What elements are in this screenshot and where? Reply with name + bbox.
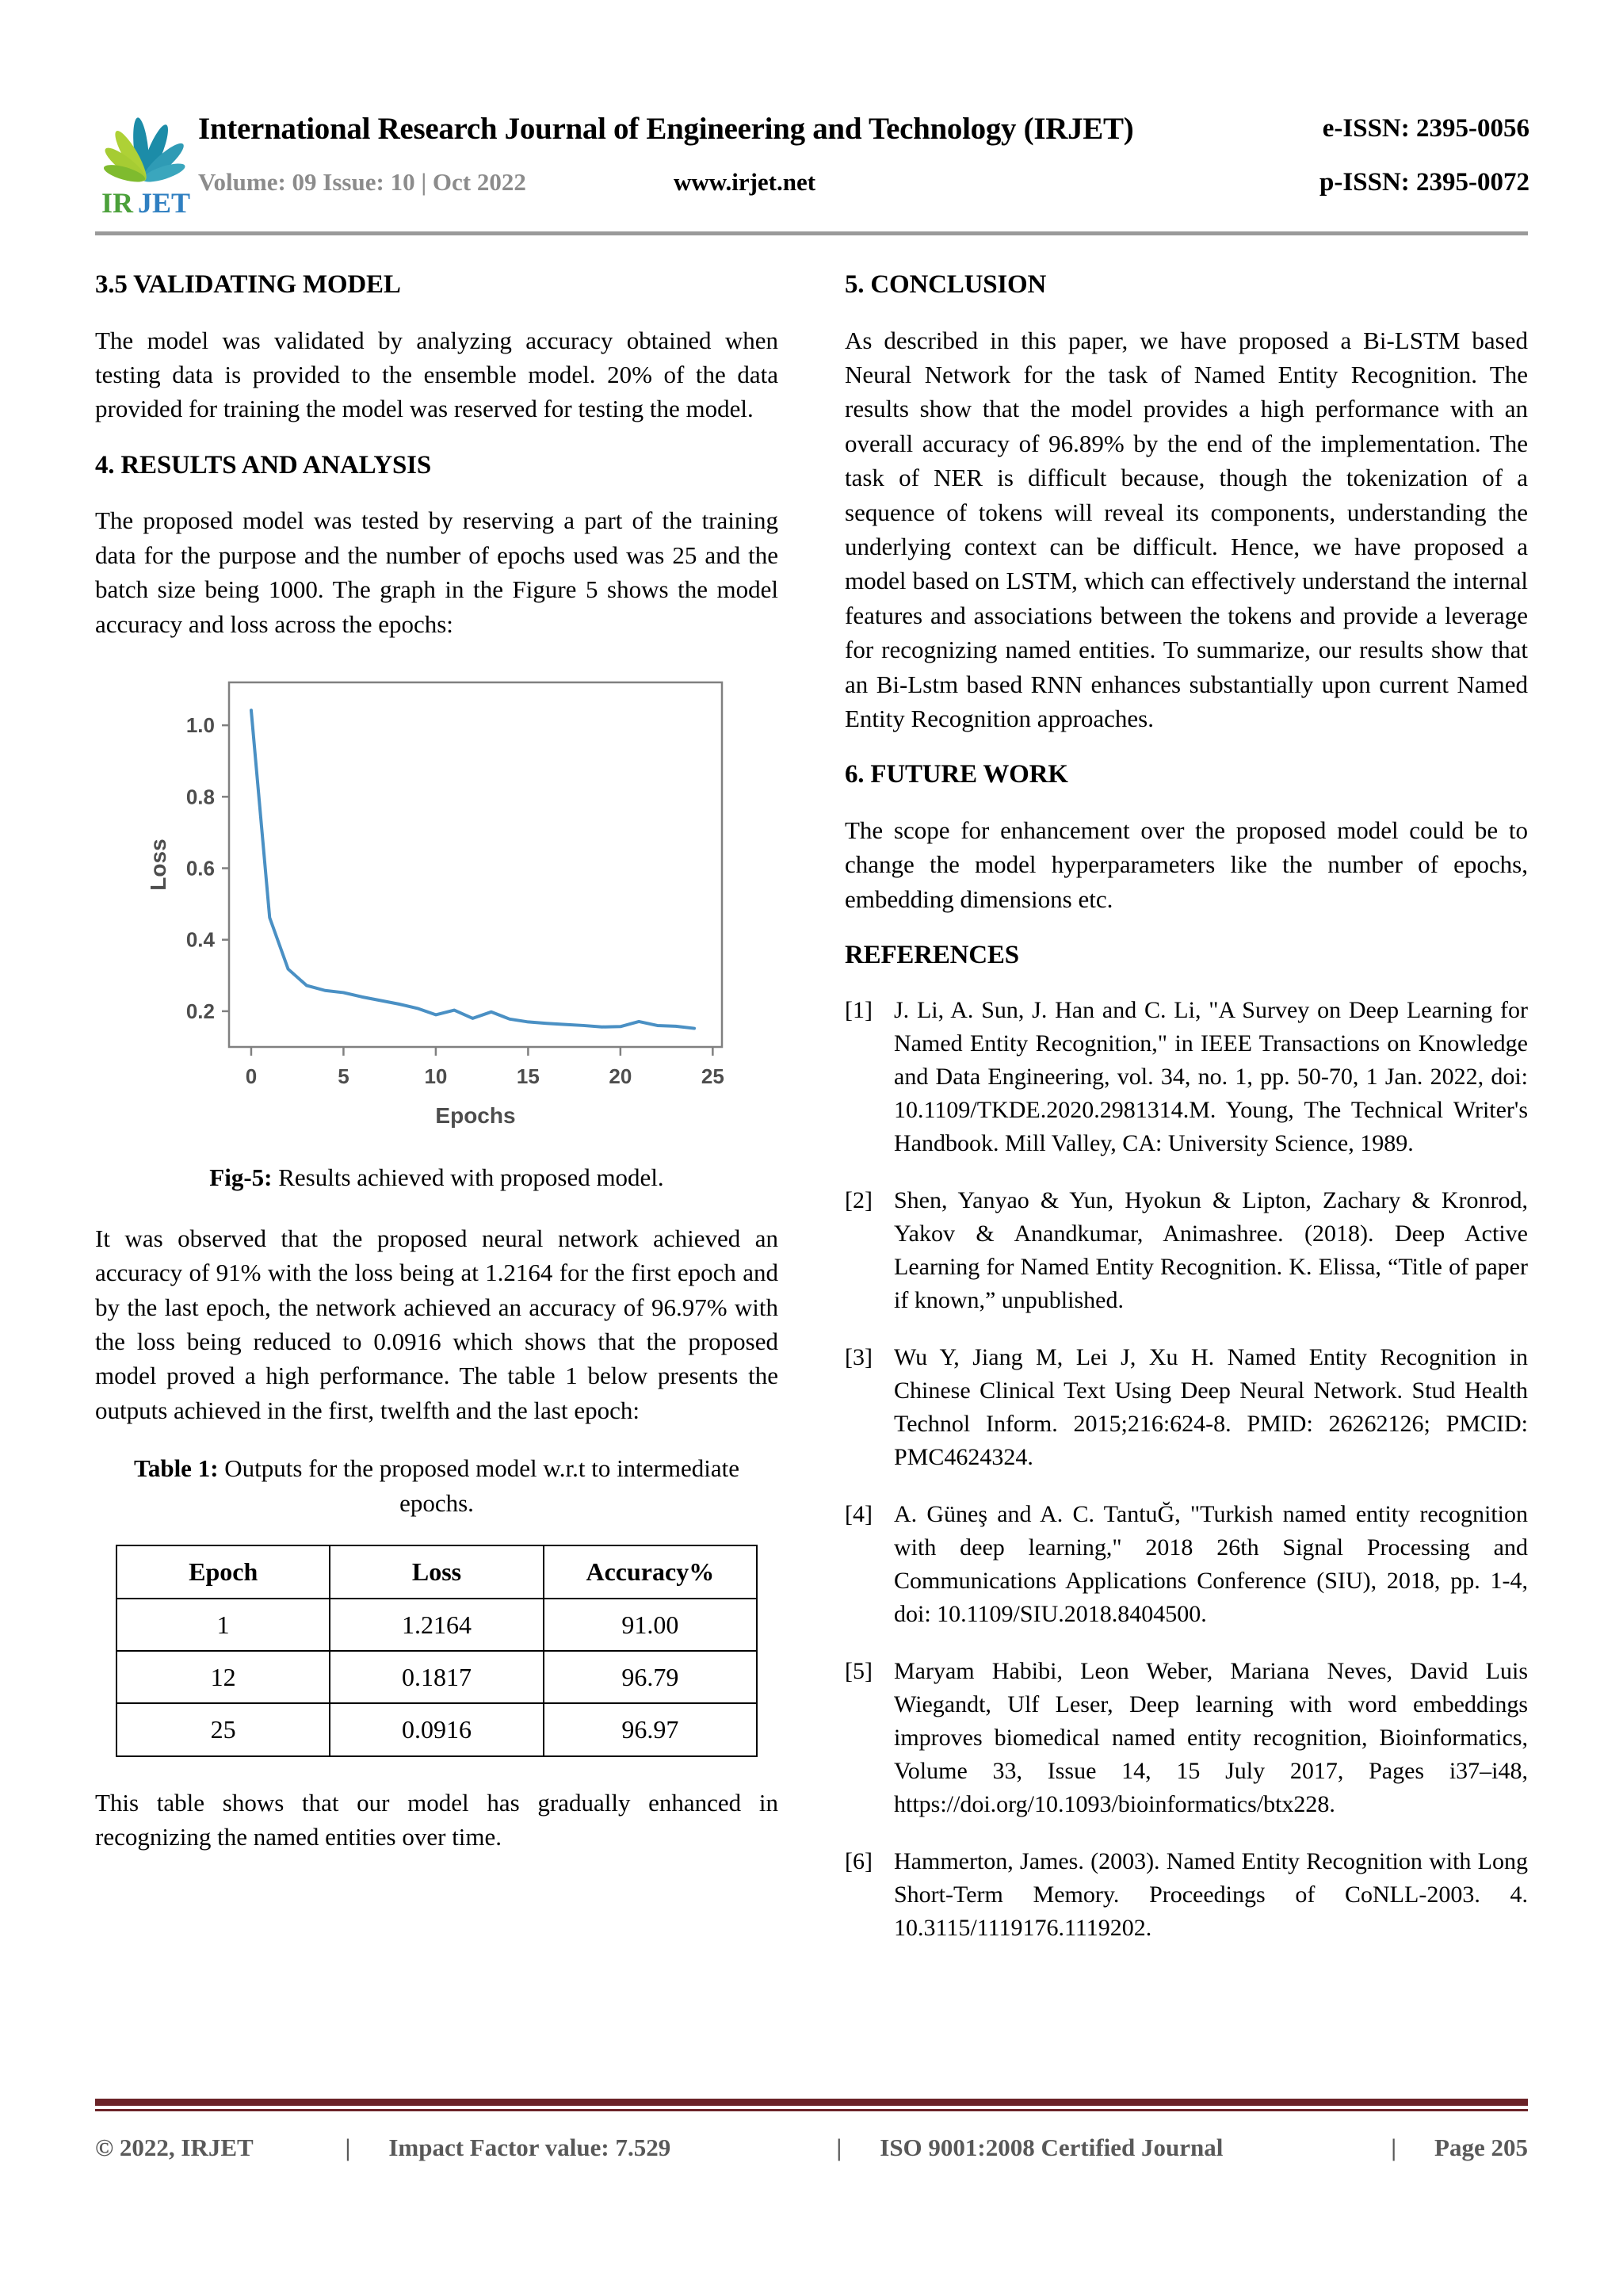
- reference-number: [2]: [845, 1186, 873, 1213]
- footer-certification: ISO 9001:2008 Certified Journal: [880, 2134, 1224, 2161]
- paragraph-conclusion: As described in this paper, we have proposed a Bi-LSTM based Neural Network for the task of Named Entity Recognition. The results show that the model provides a high performance with an overall accuracy of 96.89% by the end of the implementation. The task of NER is difficult because, though the tokenization of a sequence of tokens will reveal its components, understanding the underlying context can be difficult. Hence, we have proposed a model based on LSTM, which can effectively understand the internal features and associations between the tokens and provide a leverage for recognizing named entities. To summarize, our results show that an Bi-Lstm based RNN enhances substantially upon current Named Entity Recognition approaches.: [845, 326, 1528, 732]
- header-divider: [95, 231, 1528, 235]
- heading-validating-model: 3.5 VALIDATING MODEL: [95, 270, 401, 299]
- cell-accuracy: 96.97: [544, 1703, 757, 1755]
- reference-text: Hammerton, James. (2003). Named Entity Recognition with Long Short-Term Memory. Proceedings of CoNLL-2003. 4. 10.3115/1119176.1119202.: [894, 1847, 1528, 1941]
- reference-item: [845, 1498, 1528, 1631]
- cell-epoch: 1: [116, 1599, 330, 1651]
- table-caption: [95, 1451, 778, 1521]
- header-row-title: [198, 108, 1529, 165]
- chart-svg: [136, 665, 738, 1140]
- table-header-epoch: Epoch: [116, 1545, 330, 1598]
- reference-item: [845, 1341, 1528, 1474]
- reference-item: [845, 1845, 1528, 1945]
- cell-loss: 1.2164: [330, 1599, 543, 1651]
- reference-text: Shen, Yanyao & Yun, Hyokun & Lipton, Zachary & Kronrod, Yakov & Anandkumar, Animashree. (2018). Deep Active Learning for Named Entity Recognition. K. Elissa, “Title of paper if known,” unpublished.: [894, 1186, 1528, 1313]
- footer-rule-thin: [95, 2109, 1528, 2111]
- figure-caption-text: Results achieved with proposed model.: [272, 1163, 664, 1191]
- e-issn: e-ISSN: 2395-0056: [1322, 114, 1529, 143]
- y-axis-tick-label: 0.4: [185, 927, 215, 952]
- cell-epoch: 25: [116, 1703, 330, 1755]
- y-axis-tick-label: 0.2: [185, 999, 215, 1023]
- x-axis-tick-label: 0: [245, 1064, 258, 1088]
- y-axis-tick-label: 1.0: [185, 713, 215, 738]
- paragraph-validating-model: The model was validated by analyzing accuracy obtained when testing data is provided to the ensemble model. 20% of the data provided for training the model was reserved for testing the model.: [95, 326, 778, 423]
- table-header-accuracy: Accuracy%: [544, 1545, 757, 1598]
- reference-number: [4]: [845, 1500, 873, 1527]
- cell-loss: 0.1817: [330, 1651, 543, 1703]
- footer-divider: [95, 2099, 1528, 2111]
- cell-loss: 0.0916: [330, 1703, 543, 1755]
- journal-title: International Research Journal of Engineering and Technology (IRJET): [198, 112, 1134, 146]
- reference-item: [845, 1184, 1528, 1317]
- left-column: [95, 269, 778, 1878]
- table-header-row: [116, 1545, 757, 1598]
- paragraph-future-work: The scope for enhancement over the proposed model could be to change the model hyperparameters like the number of epochs, embedding dimensions etc.: [845, 816, 1528, 913]
- header-text-block: [198, 108, 1529, 212]
- footer-copyright: © 2022, IRJET: [95, 2134, 254, 2161]
- loss-vs-epochs-chart: [136, 665, 738, 1140]
- reference-text: J. Li, A. Sun, J. Han and C. Li, "A Survey on Deep Learning for Named Entity Recognition," in IEEE Transactions on Knowledge and Data Engineering, vol. 34, no. 1, pp. 50-70, 1 Jan. 2022, doi: 10.1109/TKDE.2020.2981314.M. Young, The Technical Writer's Handbook. Mill Valley, CA: University Science, 1989.: [894, 996, 1528, 1156]
- y-axis-tick-label: 0.8: [185, 785, 215, 809]
- table-caption-text: Outputs for the proposed model w.r.t to intermediate epochs.: [218, 1454, 739, 1518]
- figure-caption: [95, 1161, 778, 1194]
- page-footer: [95, 2134, 1528, 2162]
- heading-future-work: 6. FUTURE WORK: [845, 760, 1068, 789]
- footer-separator: |: [345, 2134, 351, 2161]
- chart-plot-frame: [229, 682, 722, 1047]
- results-table: [116, 1545, 758, 1757]
- footer-rule-thick: [95, 2099, 1528, 2106]
- cell-accuracy: 96.79: [544, 1651, 757, 1703]
- volume-issue: Volume: 09 Issue: 10 | Oct 2022: [198, 168, 526, 196]
- logo-text-ir: IR: [101, 187, 134, 219]
- reference-text: Wu Y, Jiang M, Lei J, Xu H. Named Entity Recognition in Chinese Clinical Text Using Deep Neural Network. Stud Health Technol Inform. 2015;216:624-8. PMID: 26262126; PMCID: PMC4624324.: [894, 1343, 1528, 1470]
- cell-epoch: 12: [116, 1651, 330, 1703]
- figure-caption-label: Fig-5:: [209, 1163, 273, 1191]
- footer-page-number: Page 205: [1434, 2134, 1528, 2161]
- heading-references: REFERENCES: [845, 941, 1019, 970]
- logo-text-jet: JET: [138, 187, 191, 219]
- reference-number: [5]: [845, 1657, 873, 1684]
- x-axis-tick-label: 15: [516, 1064, 540, 1088]
- footer-separator: |: [836, 2134, 842, 2161]
- table-row: [116, 1599, 757, 1651]
- reference-number: [3]: [845, 1343, 873, 1370]
- irjet-logo: [95, 103, 194, 222]
- header-row-volume: [198, 165, 1529, 212]
- irjet-logo-icon: [95, 103, 194, 222]
- p-issn: p-ISSN: 2395-0072: [1319, 168, 1529, 197]
- reference-text: A. Güneş and A. C. TantuĞ, "Turkish named entity recognition with deep learning," 2018 26th Signal Processing and Communications Applications Conference (SIU), 2018, pp. 1-4, doi: 10.1109/SIU.2018.8404500.: [894, 1500, 1528, 1627]
- reference-item: [845, 994, 1528, 1160]
- y-axis-label: Loss: [146, 839, 170, 891]
- reference-text: Maryam Habibi, Leon Weber, Mariana Neves, David Luis Wiegandt, Ulf Leser, Deep learning with word embeddings improves biomedical named entity recognition, Bioinformatics, Volume 33, Issue 14, 15 July 2017, Pages i37–i48, https://doi.org/10.1093/bioinformatics/btx228.: [894, 1657, 1528, 1817]
- page-header: [95, 103, 1529, 230]
- x-axis-tick-label: 5: [338, 1064, 349, 1088]
- cell-accuracy: 91.00: [544, 1599, 757, 1651]
- table-row: [116, 1651, 757, 1703]
- table-header-loss: Loss: [330, 1545, 543, 1598]
- journal-website[interactable]: www.irjet.net: [674, 168, 816, 196]
- paragraph-results-and-analysis: The proposed model was tested by reserving a part of the training data for the purpose and the number of epochs used was 25 and the batch size being 1000. The graph in the Figure 5 shows the model accuracy and loss across the epochs:: [95, 506, 778, 638]
- x-axis-label: Epochs: [435, 1102, 516, 1128]
- paragraph-table-closing: This table shows that our model has gradually enhanced in recognizing the named entities over time.: [95, 1788, 778, 1851]
- paragraph-observation: It was observed that the proposed neural network achieved an accuracy of 91% with the loss being at 1.2164 for the first epoch and by the last epoch, the network achieved an accuracy of 96.97% with the loss being reduced to 0.0916 which shows that the proposed model proved a high performance. The table 1 below presents the outputs achieved in the first, twelfth and the last epoch:: [95, 1224, 778, 1424]
- reference-item: [845, 1655, 1528, 1821]
- right-column: [845, 269, 1528, 1969]
- table-row: [116, 1703, 757, 1755]
- heading-results-and-analysis: 4. RESULTS AND ANALYSIS: [95, 450, 431, 479]
- x-axis-tick-label: 10: [424, 1064, 448, 1088]
- y-axis-tick-label: 0.6: [185, 856, 215, 881]
- figure-5: [95, 665, 778, 1140]
- table-caption-label: Table 1:: [134, 1454, 219, 1483]
- x-axis-tick-label: 20: [609, 1064, 632, 1088]
- x-axis-tick-label: 25: [701, 1064, 724, 1088]
- footer-separator: |: [1391, 2134, 1397, 2161]
- heading-conclusion: 5. CONCLUSION: [845, 270, 1047, 299]
- footer-impact-factor: Impact Factor value: 7.529: [388, 2134, 671, 2161]
- reference-number: [6]: [845, 1847, 873, 1874]
- reference-number: [1]: [845, 996, 873, 1023]
